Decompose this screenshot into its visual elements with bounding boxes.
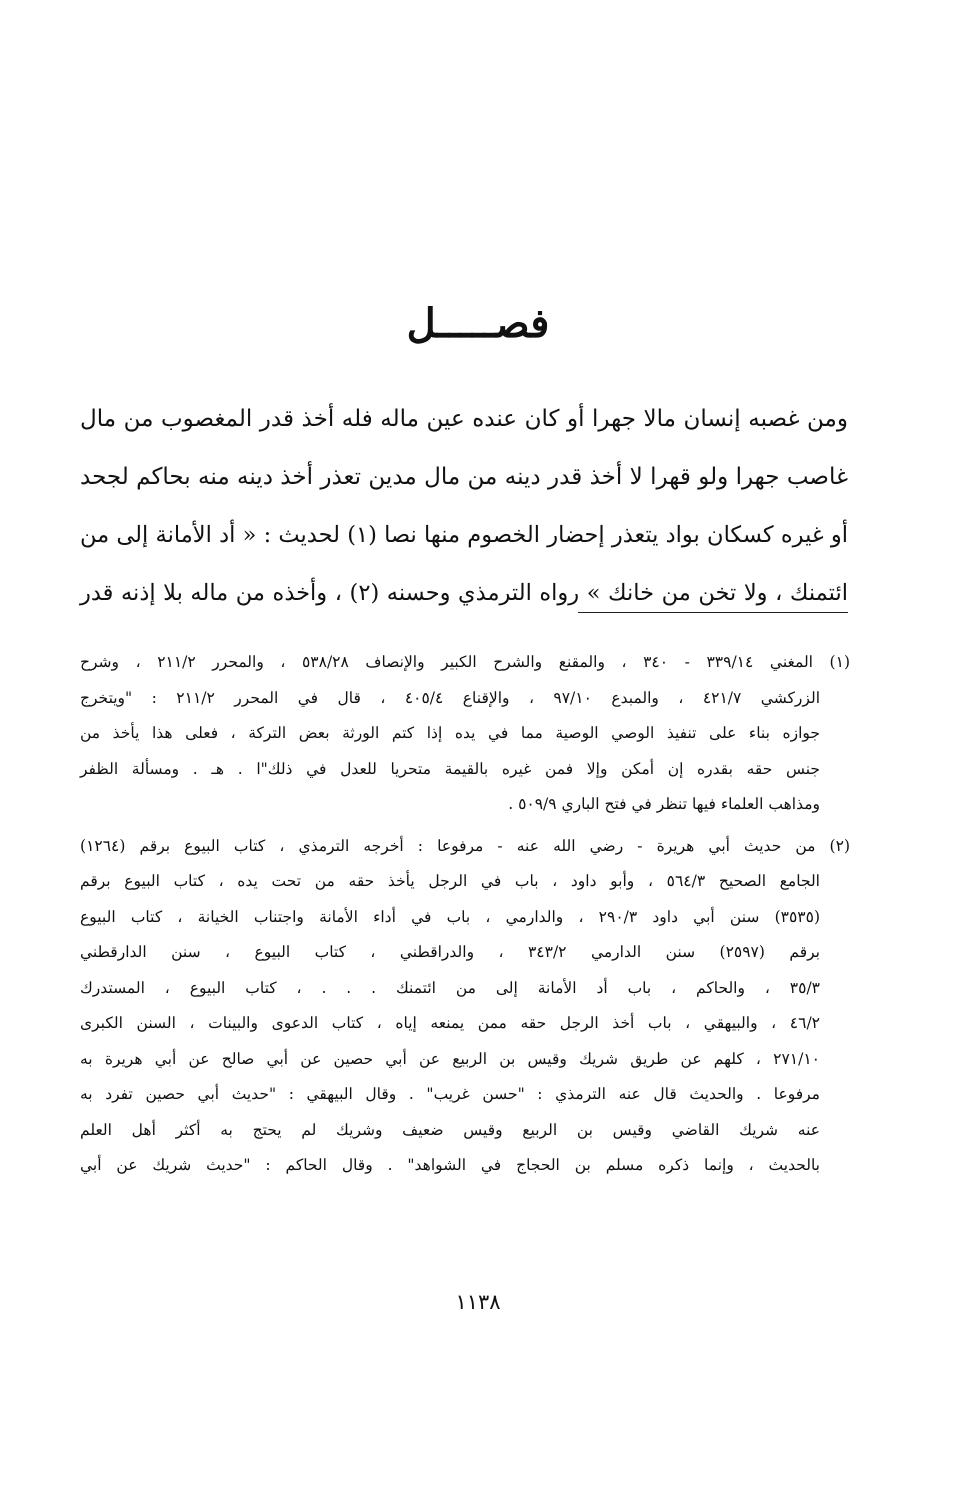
footnote-1	[80, 645, 850, 823]
footnote-line: بالحديث ، وإنما ذكره مسلم بن الحجاج في الشواهد" . وقال الحاكم : "حديث شريك عن أبي	[80, 1156, 820, 1174]
footnote-line: (٢) من حديث أبي هريرة - رضي الله عنه - مرفوعا : أخرجه الترمذي ، كتاب البيوع برقم (١٢٦٤)	[80, 836, 850, 855]
main-text-line: ائتمنك ، ولا تخن من خانك » رواه الترمذي وحسنه (٢) ، وأخذه من ماله بلا إذنه قدر	[80, 580, 848, 606]
footnote-line: ٢٧١/١٠ ، كلهم عن طريق شريك وقيس بن الربيع عن أبي حصين عن أبي صالح عن أبي هريرة به	[80, 1049, 820, 1068]
footnote-line: الزركشي ٤٢١/٧ ، والمبدع ٩٧/١٠ ، والإقناع ٤٠٥/٤ ، قال في المحرر ٢١١/٢ : "ويتخرج	[80, 688, 820, 707]
main-text-block	[80, 390, 848, 622]
main-text-line: ومن غصبه إنسان مالا جهرا أو كان عنده عين ماله فله أخذ قدر المغصوب من مال	[80, 406, 848, 432]
main-text-line: أو غيره كسكان بواد يتعذر إحضار الخصوم منها نصا (١) لحديث : « أد الأمانة إلى من	[80, 522, 848, 548]
footnote-line: الجامع الصحيح ٥٦٤/٣ ، وأبو داود ، باب في الرجل يأخذ حقه من تحت يده ، كتاب البيوع برقم	[80, 872, 820, 890]
footnote-2	[80, 829, 850, 1184]
footnote-line: ٣٥/٣ ، والحاكم ، باب أد الأمانة إلى من ائتمنك . . . ، كتاب البيوع ، المستدرك	[80, 978, 820, 997]
footnote-line: ومذاهب العلماء فيها تنظر في فتح الباري ٥٠٩/٩ .	[508, 795, 820, 813]
footnote-line: (١) المغني ٣٣٩/١٤ - ٣٤٠ ، والمقنع والشرح الكبير والإنصاف ٥٣٨/٢٨ ، والمحرر ٢١١/٢ ، وشرح	[80, 653, 850, 671]
footnote-line: جوازه بناء على تنفيذ الوصي الوصية مما في يده إذا كتم الورثة بعض التركة ، فعلى هذا يأخذ من	[80, 724, 820, 742]
footnote-line: عنه شريك القاضي وقيس بن الربيع وقيس ضعيف وشريك لم يحتج به أكثر أهل العلم	[80, 1120, 820, 1139]
footnotes-block	[80, 645, 850, 1190]
section-heading: فصـــــل	[406, 300, 550, 347]
footnote-divider	[578, 612, 848, 613]
footnote-line: برقم (٢٥٩٧) سنن الدارمي ٣٤٣/٢ ، والدراقطني ، كتاب البيوع ، سنن الدارقطني	[80, 943, 820, 961]
footnote-line: جنس حقه بقدره إن أمكن وإلا فمن غيره بالقيمة متحريا للعدل في ذلك"ا . هـ . ومسألة الظفر	[80, 759, 820, 778]
main-text-line: غاصب جهرا ولو قهرا لا أخذ قدر دينه من مال مدين تعذر أخذ دينه منه بحاكم لجحد	[80, 464, 848, 490]
footnote-line: ٤٦/٢ ، والبيهقي ، باب أخذ الرجل حقه ممن يمنعه إياه ، كتاب الدعوى والبينات ، السنن الكبرى	[80, 1014, 820, 1032]
page-number: ١١٣٨	[455, 1290, 501, 1314]
footnote-line: (٣٥٣٥) سنن أبي داود ٢٩٠/٣ ، والدارمي ، باب في أداء الأمانة واجتناب الخيانة ، كتاب البيوع	[80, 907, 820, 926]
footnote-line: مرفوعا . والحديث قال عنه الترمذي : "حسن غريب" . وقال البيهقي : "حديث أبي حصين تفرد به	[80, 1085, 820, 1103]
